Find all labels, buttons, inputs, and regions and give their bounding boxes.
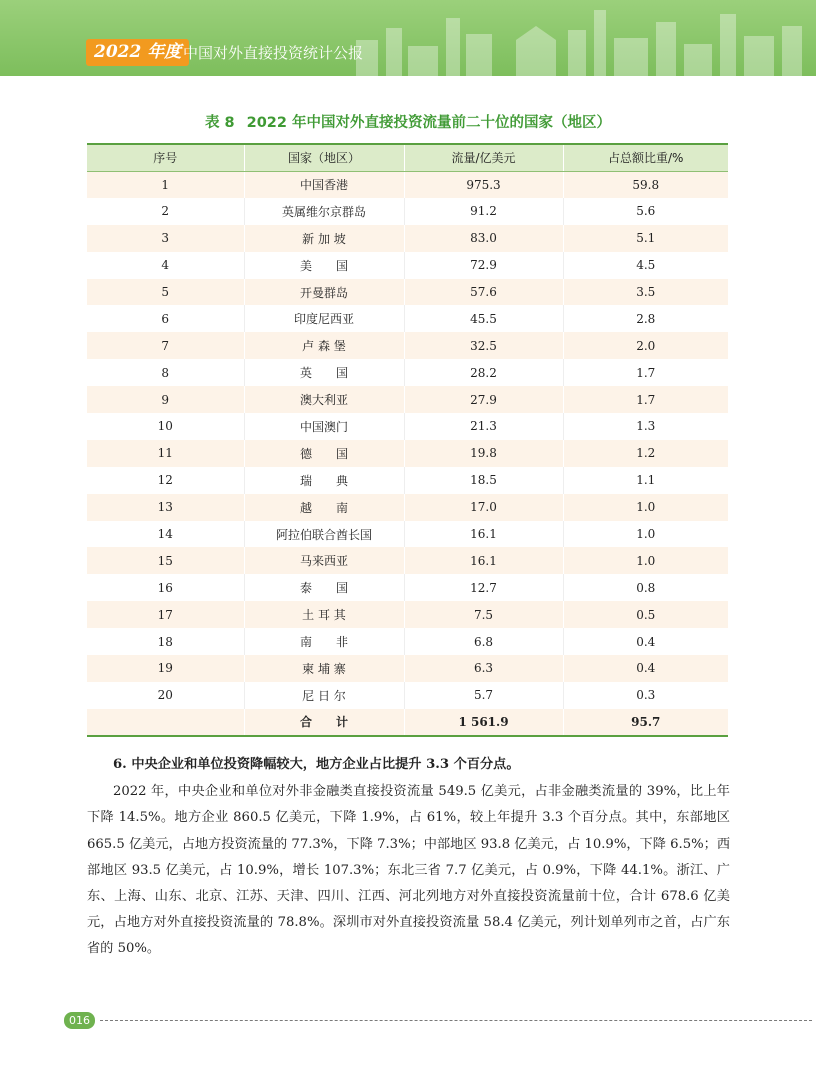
footer-divider (100, 1020, 812, 1021)
table-total-row (87, 709, 728, 736)
country-cell: 中国香港 (244, 171, 404, 198)
share-cell: 1.0 (563, 494, 728, 521)
table-row (87, 413, 728, 440)
body-text (87, 752, 730, 963)
flow-cell: 72.9 (404, 252, 563, 279)
rank-cell: 14 (87, 521, 244, 548)
rank-cell: 4 (87, 252, 244, 279)
table-row (87, 332, 728, 359)
share-cell: 1.0 (563, 521, 728, 548)
table-row (87, 279, 728, 306)
country-cell: 德 国 (244, 440, 404, 467)
flow-cell: 6.3 (404, 655, 563, 682)
flow-cell: 27.9 (404, 386, 563, 413)
total-rank-cell (87, 709, 244, 736)
share-cell: 1.1 (563, 467, 728, 494)
country-cell: 卢 森 堡 (244, 332, 404, 359)
country-cell: 新 加 坡 (244, 225, 404, 252)
country-cell: 开曼群岛 (244, 279, 404, 306)
rank-cell: 1 (87, 171, 244, 198)
flow-cell: 45.5 (404, 305, 563, 332)
table-row (87, 305, 728, 332)
share-cell: 0.3 (563, 682, 728, 709)
rank-cell: 5 (87, 279, 244, 306)
rank-cell: 16 (87, 574, 244, 601)
share-cell: 1.2 (563, 440, 728, 467)
table-row (87, 467, 728, 494)
country-cell: 英 国 (244, 359, 404, 386)
page-number: 016 (64, 1012, 95, 1029)
flow-cell: 32.5 (404, 332, 563, 359)
table-row (87, 440, 728, 467)
flow-cell: 6.8 (404, 628, 563, 655)
rank-cell: 17 (87, 601, 244, 628)
column-header-country: 国家（地区） (244, 144, 404, 171)
column-header-flow: 流量/亿美元 (404, 144, 563, 171)
share-cell: 5.6 (563, 198, 728, 225)
investment-table (87, 143, 728, 737)
rank-cell: 13 (87, 494, 244, 521)
flow-cell: 16.1 (404, 547, 563, 574)
share-cell: 5.1 (563, 225, 728, 252)
flow-cell: 12.7 (404, 574, 563, 601)
table-row (87, 682, 728, 709)
country-cell: 泰 国 (244, 574, 404, 601)
flow-cell: 21.3 (404, 413, 563, 440)
country-cell: 澳大利亚 (244, 386, 404, 413)
share-cell: 1.0 (563, 547, 728, 574)
rank-cell: 11 (87, 440, 244, 467)
flow-cell: 83.0 (404, 225, 563, 252)
share-cell: 0.4 (563, 655, 728, 682)
flow-cell: 17.0 (404, 494, 563, 521)
column-header-rank: 序号 (87, 144, 244, 171)
country-cell: 柬 埔 寨 (244, 655, 404, 682)
table-row (87, 198, 728, 225)
share-cell: 1.7 (563, 386, 728, 413)
share-cell: 59.8 (563, 171, 728, 198)
rank-cell: 9 (87, 386, 244, 413)
share-cell: 3.5 (563, 279, 728, 306)
share-cell: 1.7 (563, 359, 728, 386)
total-share-cell: 95.7 (563, 709, 728, 736)
country-cell: 美 国 (244, 252, 404, 279)
flow-cell: 91.2 (404, 198, 563, 225)
flow-cell: 5.7 (404, 682, 563, 709)
country-cell: 南 非 (244, 628, 404, 655)
share-cell: 0.4 (563, 628, 728, 655)
share-cell: 0.5 (563, 601, 728, 628)
country-cell: 瑞 典 (244, 467, 404, 494)
rank-cell: 19 (87, 655, 244, 682)
rank-cell: 12 (87, 467, 244, 494)
country-cell: 越 南 (244, 494, 404, 521)
table-row (87, 359, 728, 386)
table-row (87, 252, 728, 279)
column-header-share: 占总额比重/% (563, 144, 728, 171)
country-cell: 印度尼西亚 (244, 305, 404, 332)
rank-cell: 7 (87, 332, 244, 359)
table-caption (0, 111, 816, 132)
flow-cell: 57.6 (404, 279, 563, 306)
rank-cell: 10 (87, 413, 244, 440)
table-row (87, 574, 728, 601)
table-row (87, 655, 728, 682)
rank-cell: 20 (87, 682, 244, 709)
city-skyline-decoration (336, 0, 816, 76)
country-cell: 中国澳门 (244, 413, 404, 440)
table-row (87, 171, 728, 198)
table-row (87, 386, 728, 413)
rank-cell: 18 (87, 628, 244, 655)
flow-cell: 28.2 (404, 359, 563, 386)
rank-cell: 3 (87, 225, 244, 252)
table-row (87, 628, 728, 655)
country-cell: 尼 日 尔 (244, 682, 404, 709)
report-title: 中国对外直接投资统计公报 (183, 44, 364, 62)
flow-cell: 975.3 (404, 171, 563, 198)
flow-cell: 19.8 (404, 440, 563, 467)
body-paragraph: 2022 年，中央企业和单位对外非金融类直接投资流量 549.5 亿美元，占非金融类流量的 39%，比上年下降 14.5%。地方企业 860.5 亿美元，下降 1.9%，占 61%，较上年提升 3.3 个百分点。其中，东部地区 665.5 亿美元，占地方投资流量的 77.3%，下降 7.3%；中部地区 93.8 亿美元，占 10.9%，下降 6.5%；西部地区 93.5 亿美元，占 10.9%，增长 107.3%；东北三省 7.7 亿美元，占 0.9%，下降 44.1%。浙江、广东、上海、山东、北京、江苏、天津、四川、江西、河北列地方对外直接投资流量前十位，合计 678.6 亿美元，占地方对外直接投资流量的 78.8%。深圳市对外直接投资流量 58.4 亿美元，列计划单列市之首，占广东省的 50%。 (87, 784, 730, 957)
section-heading: 6. 中央企业和单位投资降幅较大，地方企业占比提升 3.3 个百分点。 (113, 757, 520, 772)
share-cell: 4.5 (563, 252, 728, 279)
table-body (87, 171, 728, 709)
page-header (0, 0, 816, 76)
flow-cell: 16.1 (404, 521, 563, 548)
table-row (87, 601, 728, 628)
rank-cell: 6 (87, 305, 244, 332)
table-title: 2022 年中国对外直接投资流量前二十位的国家（地区） (246, 115, 612, 131)
rank-cell: 8 (87, 359, 244, 386)
share-cell: 2.0 (563, 332, 728, 359)
table-row (87, 547, 728, 574)
country-cell: 阿拉伯联合酋长国 (244, 521, 404, 548)
total-flow-cell: 1 561.9 (404, 709, 563, 736)
flow-cell: 18.5 (404, 467, 563, 494)
share-cell: 0.8 (563, 574, 728, 601)
table-number: 表 8 (204, 115, 235, 131)
table-row (87, 494, 728, 521)
rank-cell: 2 (87, 198, 244, 225)
share-cell: 2.8 (563, 305, 728, 332)
share-cell: 1.3 (563, 413, 728, 440)
country-cell: 英属维尔京群岛 (244, 198, 404, 225)
total-label-cell: 合 计 (244, 709, 404, 736)
country-cell: 马来西亚 (244, 547, 404, 574)
rank-cell: 15 (87, 547, 244, 574)
country-cell: 土 耳 其 (244, 601, 404, 628)
year-badge: 2022 年度 (86, 39, 189, 66)
flow-cell: 7.5 (404, 601, 563, 628)
table-row (87, 225, 728, 252)
table-row (87, 521, 728, 548)
table-header-row (87, 144, 728, 171)
